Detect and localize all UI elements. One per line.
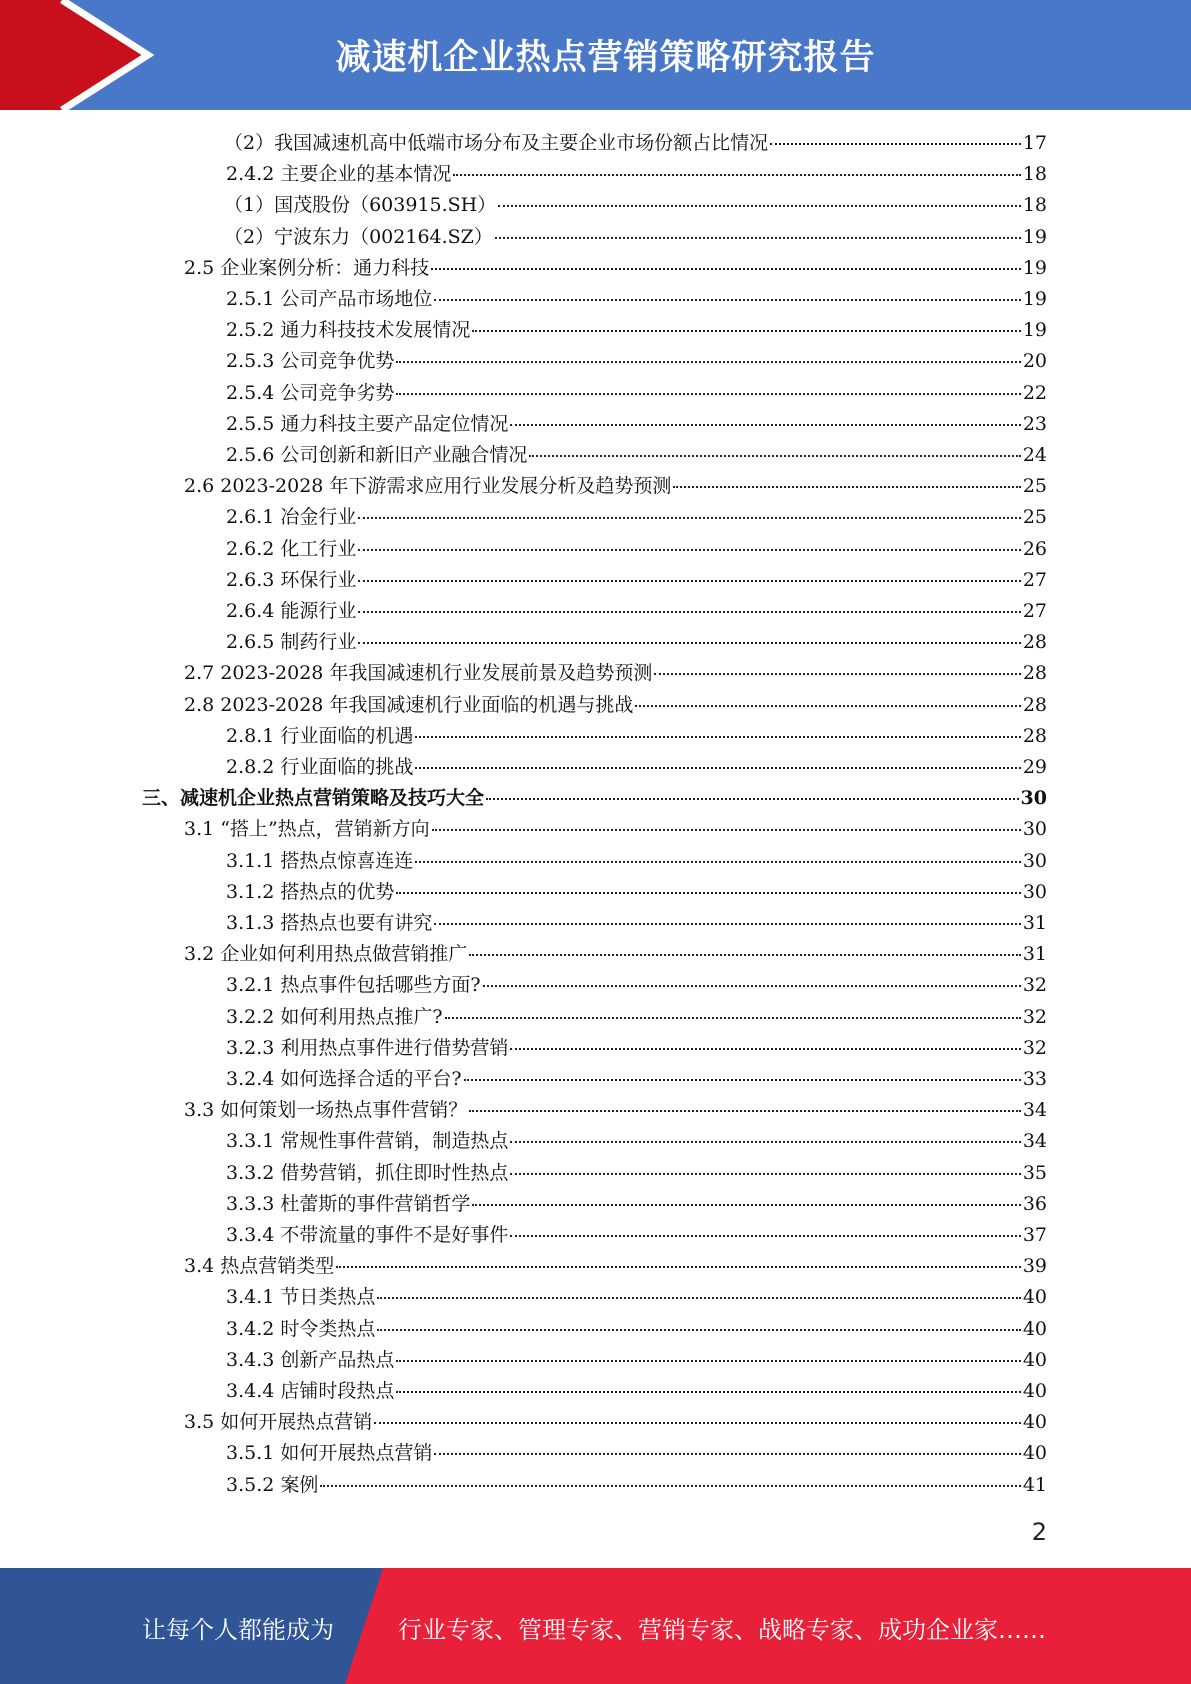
toc-entry[interactable] [226,908,1047,939]
toc-entry-page: 18 [1022,194,1047,216]
toc-dot-leader [510,424,1020,426]
toc-dot-leader [483,985,1021,987]
toc-dot-leader [654,673,1020,675]
toc-entry[interactable] [184,1095,1047,1126]
toc-entry-page: 27 [1022,569,1047,591]
toc-entry-title: 2.8.2 行业面临的挑战 [226,756,414,778]
toc-entry-title: 3.4.1 节日类热点 [226,1286,376,1308]
toc-entry[interactable] [226,1314,1047,1345]
toc-dot-leader [673,486,1020,488]
toc-entry-page: 25 [1022,506,1047,528]
toc-entry-page: 27 [1022,600,1047,622]
toc-entry-page: 26 [1022,538,1047,560]
toc-entry[interactable] [226,1189,1047,1220]
toc-entry[interactable] [226,1438,1047,1469]
toc-entry-page: 40 [1022,1286,1047,1308]
toc-dot-leader [415,767,1020,769]
toc-dot-leader [396,1360,1020,1362]
toc-entry[interactable] [226,534,1047,565]
toc-dot-leader [469,1110,1021,1112]
toc-dot-leader [415,861,1020,863]
toc-entry[interactable] [226,1002,1047,1033]
toc-entry-title: （2）我国减速机高中低端市场分布及主要企业市场份额占比情况 [224,132,769,154]
report-title: 减速机企业热点营销策略研究报告 [335,38,876,78]
toc-entry-title: 2.5 企业案例分析：通力科技 [184,257,430,279]
toc-entry-page: 40 [1022,1349,1047,1371]
toc-entry[interactable] [226,159,1047,190]
toc-entry-page: 40 [1022,1442,1047,1464]
toc-entry-page: 30 [1022,818,1047,840]
toc-entry-title: 2.5.2 通力科技技术发展情况 [226,319,471,341]
toc-entry-title: 2.5.6 公司创新和新旧产业融合情况 [226,444,528,466]
toc-dot-leader [377,1329,1020,1331]
toc-dot-leader [434,923,1020,925]
toc-entry-title: 2.7 2023-2028 年我国减速机行业发展前景及趋势预测 [184,662,653,684]
toc-entry-title: 3.5.1 如何开展热点营销 [226,1442,433,1464]
toc-entry-title: 2.6 2023-2028 年下游需求应用行业发展分析及趋势预测 [184,475,672,497]
toc-entry-title: 3.1.1 搭热点惊喜连连 [226,850,414,872]
toc-dot-leader [336,1266,1021,1268]
toc-dot-leader [415,736,1020,738]
toc-entry[interactable] [226,284,1047,315]
toc-entry[interactable] [226,877,1047,908]
toc-entry-page: 32 [1022,1006,1047,1028]
toc-entry-title: 3.3.3 杜蕾斯的事件营销哲学 [226,1193,471,1215]
toc-entry-title: （1）国茂股份（603915.SH） [224,194,497,216]
toc-entry-title: （2）宁波东力（002164.SZ） [224,226,493,248]
toc-entry-page: 35 [1022,1162,1047,1184]
toc-entry-title: 3.2.1 热点事件包括哪些方面? [226,974,481,996]
toc-entry[interactable] [224,222,1047,253]
toc-entry-page: 31 [1022,943,1047,965]
toc-dot-leader [358,517,1020,519]
toc-entry-page: 24 [1022,444,1047,466]
toc-entry-title: 2.5.5 通力科技主要产品定位情况 [226,413,509,435]
toc-entry-page: 30 [1022,850,1047,872]
toc-entry[interactable] [184,939,1047,970]
toc-entry-page: 34 [1022,1130,1047,1152]
toc-entry[interactable] [226,1126,1047,1157]
toc-dot-leader [396,361,1020,363]
toc-entry[interactable] [226,1033,1047,1064]
toc-entry-page: 19 [1022,288,1047,310]
toc-entry[interactable] [184,1251,1047,1282]
toc-dot-leader [396,393,1020,395]
toc-entry-page: 19 [1022,257,1047,279]
toc-entry-page: 28 [1022,631,1047,653]
toc-entry-page: 28 [1022,725,1047,747]
toc-entry[interactable] [226,1345,1047,1376]
toc-dot-leader [510,1141,1020,1143]
toc-entry-title: 3.2.4 如何选择合适的平台? [226,1068,462,1090]
toc-entry-page: 40 [1022,1380,1047,1402]
toc-dot-leader [374,1422,1021,1424]
toc-entry[interactable] [226,409,1047,440]
toc-entry[interactable] [226,752,1047,783]
toc-dot-leader [510,1235,1020,1237]
toc-entry-page: 37 [1022,1224,1047,1246]
toc-dot-leader [358,642,1020,644]
page-footer [0,1568,1191,1684]
toc-dot-leader [498,205,1021,207]
toc-entry-title: 3.4.2 时令类热点 [226,1318,376,1340]
toc-entry-page: 30 [1022,881,1047,903]
toc-entry[interactable] [226,378,1047,409]
toc-dot-leader [320,1485,1020,1487]
toc-dot-leader [431,268,1021,270]
toc-entry-page: 32 [1022,1037,1047,1059]
toc-dot-leader [510,1048,1020,1050]
toc-entry-title: 3.2 企业如何利用热点做营销推广 [184,943,468,965]
toc-entry[interactable] [226,596,1047,627]
toc-dot-leader [445,1017,1021,1019]
toc-entry-page: 28 [1022,694,1047,716]
toc-entry-page: 19 [1022,319,1047,341]
toc-dot-leader [358,611,1020,613]
toc-entry[interactable] [184,253,1047,284]
toc-entry-title: 2.8 2023-2028 年我国减速机行业面临的机遇与挑战 [184,694,634,716]
toc-entry-page: 19 [1022,226,1047,248]
toc-entry-title: 2.6.3 环保行业 [226,569,357,591]
toc-entry[interactable] [226,1220,1047,1251]
toc-entry[interactable] [226,846,1047,877]
toc-entry-title: 3.1 “搭上”热点，营销新方向 [184,818,430,840]
footer-slogan-right: 行业专家、管理专家、营销专家、战略专家、成功企业家…… [398,1616,1046,1644]
footer-slogan-left: 让每个人都能成为 [142,1616,334,1644]
toc-entry[interactable] [226,1064,1047,1095]
toc-entry-page: 31 [1022,912,1047,934]
toc-entry-page: 39 [1022,1255,1047,1277]
toc-entry-page: 40 [1022,1318,1047,1340]
toc-dot-leader [358,549,1020,551]
toc-dot-leader [469,954,1021,956]
toc-entry-page: 28 [1022,662,1047,684]
toc-entry[interactable] [226,440,1047,471]
toc-entry[interactable] [226,502,1047,533]
toc-entry-page: 20 [1022,350,1047,372]
toc-entry-title: 2.4.2 主要企业的基本情况 [226,163,452,185]
page-header [0,0,1191,110]
toc-dot-leader [486,798,1019,800]
toc-entry[interactable] [184,471,1047,502]
toc-entry[interactable] [226,1470,1047,1501]
toc-dot-leader [464,1079,1021,1081]
toc-entry[interactable] [226,565,1047,596]
toc-entry-title: 3.1.3 搭热点也要有讲究 [226,912,433,934]
toc-entry-title: 3.2.2 如何利用热点推广? [226,1006,443,1028]
toc-entry-title: 3.4 热点营销类型 [184,1255,335,1277]
toc-dot-leader [396,1391,1020,1393]
toc-entry-title: 2.6.1 冶金行业 [226,506,357,528]
toc-entry-title: 2.6.5 制药行业 [226,631,357,653]
toc-entry-title: 3.5 如何开展热点营销 [184,1411,373,1433]
toc-entry[interactable] [226,1282,1047,1313]
toc-entry-page: 40 [1022,1411,1047,1433]
toc-entry-title: 3.4.4 店铺时段热点 [226,1380,395,1402]
toc-dot-leader [434,299,1020,301]
toc-entry-title: 2.6.4 能源行业 [226,600,357,622]
toc-dot-leader [472,330,1020,332]
toc-entry-page: 17 [1022,132,1047,154]
toc-entry-page: 36 [1022,1193,1047,1215]
toc-dot-leader [358,580,1020,582]
toc-entry-title: 2.5.3 公司竞争优势 [226,350,395,372]
toc-entry[interactable] [226,1158,1047,1189]
toc-entry[interactable] [226,970,1047,1001]
toc-entry[interactable] [226,627,1047,658]
toc-dot-leader [495,237,1021,239]
toc-entry-title: 2.8.1 行业面临的机遇 [226,725,414,747]
toc-entry-title: 3.5.2 案例 [226,1474,319,1496]
toc-entry[interactable] [224,128,1047,159]
toc-entry-title: 3.3.4 不带流量的事件不是好事件 [226,1224,509,1246]
toc-entry-page: 34 [1022,1099,1047,1121]
toc-entry-title: 3.3 如何策划一场热点事件营销？ [184,1099,468,1121]
toc-dot-leader [432,829,1021,831]
toc-entry-title: 3.2.3 利用热点事件进行借势营销 [226,1037,509,1059]
toc-entry-page: 32 [1022,974,1047,996]
toc-entry-title: 3.1.2 搭热点的优势 [226,881,395,903]
toc-dot-leader [434,1453,1020,1455]
toc-entry[interactable] [142,783,1047,814]
toc-entry-page: 25 [1022,475,1047,497]
toc-dot-leader [453,174,1020,176]
toc-entry-title: 2.5.4 公司竞争劣势 [226,382,395,404]
toc-entry-page: 23 [1022,413,1047,435]
toc-entry-title: 2.6.2 化工行业 [226,538,357,560]
toc-entry[interactable] [226,315,1047,346]
toc-entry-title: 3.3.1 常规性事件营销，制造热点 [226,1130,509,1152]
toc-entry-title: 3.4.3 创新产品热点 [226,1349,395,1371]
toc-entry[interactable] [184,690,1047,721]
toc-dot-leader [472,1204,1020,1206]
toc-entry[interactable] [226,1376,1047,1407]
toc-entry-page: 30 [1020,787,1047,809]
toc-entry[interactable] [226,721,1047,752]
page-number: 2 [1031,1518,1047,1546]
toc-dot-leader [529,455,1020,457]
toc-dot-leader [770,143,1021,145]
toc-entry-title: 2.5.1 公司产品市场地位 [226,288,433,310]
toc-entry[interactable] [226,346,1047,377]
toc-entry-page: 29 [1022,756,1047,778]
toc-entry-page: 18 [1022,163,1047,185]
toc-entry[interactable] [224,190,1047,221]
toc-dot-leader [396,892,1020,894]
toc-entry-page: 33 [1022,1068,1047,1090]
toc-entry-title: 三、减速机企业热点营销策略及技巧大全 [142,787,485,809]
toc-entry[interactable] [184,814,1047,845]
toc-dot-leader [377,1297,1020,1299]
toc-entry-page: 22 [1022,382,1047,404]
toc-dot-leader [510,1173,1020,1175]
toc-dot-leader [635,705,1020,707]
toc-entry-title: 3.3.2 借势营销，抓住即时性热点 [226,1162,509,1184]
toc-entry[interactable] [184,658,1047,689]
toc-entry[interactable] [184,1407,1047,1438]
toc-entry-page: 41 [1022,1474,1047,1496]
